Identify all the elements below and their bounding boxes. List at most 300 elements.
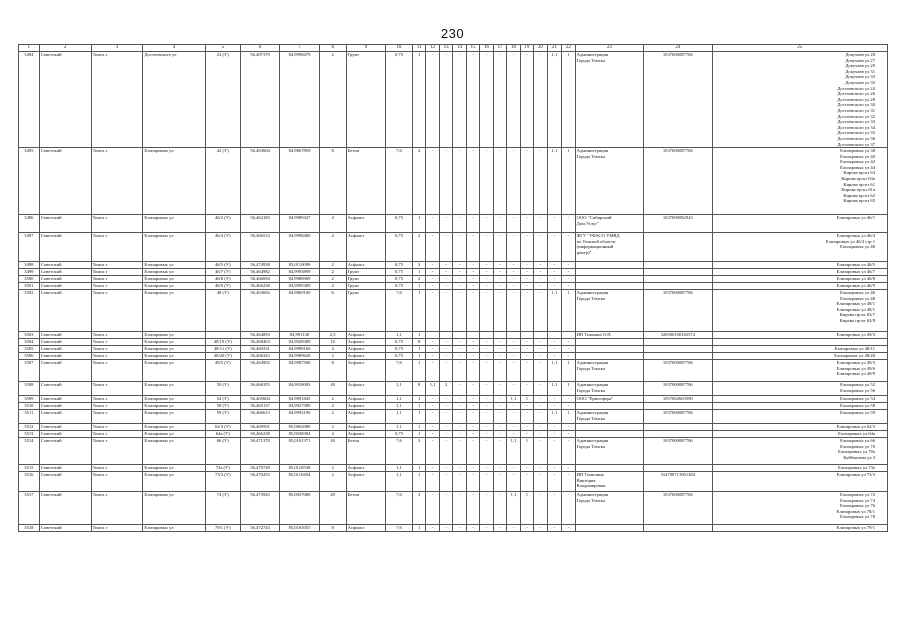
table-cell: - bbox=[480, 52, 493, 148]
table-cell: - bbox=[453, 283, 466, 290]
table-cell: - bbox=[507, 290, 520, 332]
table-cell: Администрация Города Томска bbox=[575, 382, 643, 396]
table-cell: - bbox=[493, 148, 506, 215]
table-row bbox=[19, 410, 888, 424]
table-cell: 1,1 bbox=[386, 382, 413, 396]
table-cell: - bbox=[562, 472, 575, 492]
table-cell: - bbox=[439, 424, 452, 431]
table-cell: 1037000087706 bbox=[644, 148, 712, 215]
table-cell: 56,471378 bbox=[240, 438, 279, 465]
table-cell bbox=[644, 525, 712, 532]
table-cell: 84,9993899 bbox=[280, 269, 319, 276]
table-cell: 56,464902 bbox=[240, 360, 279, 382]
table-cell: - bbox=[493, 492, 506, 525]
table-cell: - bbox=[439, 438, 452, 465]
table-cell: - bbox=[453, 492, 466, 525]
table-cell: Томск г bbox=[91, 525, 143, 532]
table-cell: 42 (У) bbox=[205, 148, 240, 215]
table-cell: 1,1 bbox=[386, 465, 413, 472]
table-cell: 4 bbox=[319, 233, 346, 262]
table-cell: Бетон bbox=[346, 148, 385, 215]
table-cell: 1,1 bbox=[426, 382, 439, 396]
column-number-25: 25 bbox=[712, 45, 887, 52]
table-cell: Томск г bbox=[91, 276, 143, 283]
table-cell: - bbox=[493, 382, 506, 396]
table-row bbox=[19, 269, 888, 276]
table-cell: 1037000087706 bbox=[644, 492, 712, 525]
table-cell: - bbox=[493, 339, 506, 346]
table-cell: Елизаровых ул 79/1 bbox=[712, 525, 887, 532]
table-cell: - bbox=[547, 465, 562, 472]
table-cell bbox=[644, 233, 712, 262]
table-cell: - bbox=[534, 382, 547, 396]
table-cell: Томск г bbox=[91, 424, 143, 431]
table-cell: Елизаровых ул bbox=[143, 353, 205, 360]
table-cell: - bbox=[562, 438, 575, 465]
table-cell: Советский bbox=[39, 148, 91, 215]
table-cell: - bbox=[453, 346, 466, 353]
table-cell: 56,463692 bbox=[240, 290, 279, 332]
table-cell: 1,1 bbox=[386, 332, 413, 339]
table-cell: - bbox=[493, 276, 506, 283]
table-cell: - bbox=[439, 233, 452, 262]
table-cell: Советский bbox=[39, 465, 91, 472]
column-number-12: 12 bbox=[426, 45, 439, 52]
table-cell: - bbox=[534, 492, 547, 525]
table-cell: 56,462183 bbox=[240, 215, 279, 233]
table-cell: 85,0110494 bbox=[280, 472, 319, 492]
table-cell: 1037000082923 bbox=[644, 215, 712, 233]
table-cell: 2 bbox=[319, 424, 346, 431]
table-cell: 0,75 bbox=[386, 431, 413, 438]
table-cell: 3518 bbox=[19, 525, 40, 532]
table-cell bbox=[439, 332, 452, 339]
table-cell: - bbox=[426, 353, 439, 360]
table-cell: - bbox=[520, 465, 533, 472]
table-cell: 0,75 bbox=[386, 283, 413, 290]
table-cell: 3501 bbox=[19, 283, 40, 290]
table-cell: 1 bbox=[412, 353, 425, 360]
table-cell: - bbox=[562, 431, 575, 438]
table-cell: - bbox=[466, 438, 479, 465]
table-row bbox=[19, 346, 888, 353]
table-cell: Елизаровых ул 66 Елизаровых ул 70 Елизаровых ул 70а Куйбышева ул 3 bbox=[712, 438, 887, 465]
table-cell: 73а (У) bbox=[205, 465, 240, 472]
table-cell: - bbox=[480, 403, 493, 410]
table-cell: 1 bbox=[412, 525, 425, 532]
table-cell: - bbox=[426, 233, 439, 262]
table-cell: Елизаровых ул bbox=[143, 472, 205, 492]
table-cell: - bbox=[547, 262, 562, 269]
table-cell: - bbox=[534, 283, 547, 290]
table-row bbox=[19, 290, 888, 332]
table-cell: Томск г bbox=[91, 332, 143, 339]
table-cell: 3506 bbox=[19, 353, 40, 360]
table-cell: - bbox=[466, 283, 479, 290]
table-cell: - bbox=[493, 353, 506, 360]
table-cell: - bbox=[426, 492, 439, 525]
table-cell: Асфальт bbox=[346, 332, 385, 339]
table-cell: 1,1 bbox=[386, 403, 413, 410]
table-cell: 4 bbox=[319, 431, 346, 438]
table-cell: - bbox=[493, 438, 506, 465]
table-cell: 3 bbox=[412, 492, 425, 525]
table-cell: - bbox=[453, 438, 466, 465]
table-cell: 2 bbox=[319, 465, 346, 472]
table-cell: - bbox=[507, 403, 520, 410]
table-cell: - bbox=[534, 465, 547, 472]
table-cell: 48/11 (У) bbox=[205, 346, 240, 353]
table-cell: Елизаровых ул bbox=[143, 360, 205, 382]
table-row bbox=[19, 492, 888, 525]
table-cell: 3495 bbox=[19, 148, 40, 215]
table-cell: - bbox=[453, 360, 466, 382]
table-cell: 3515 bbox=[19, 465, 40, 472]
table-cell: - bbox=[453, 465, 466, 472]
table-cell: - bbox=[493, 346, 506, 353]
table-row bbox=[19, 353, 888, 360]
table-cell: - bbox=[426, 472, 439, 492]
table-cell: - bbox=[453, 396, 466, 403]
table-cell: - bbox=[426, 525, 439, 532]
table-cell: - bbox=[466, 276, 479, 283]
table-cell: ИП Томилина Виктория Владимировна bbox=[575, 472, 643, 492]
table-cell: Грунт bbox=[346, 290, 385, 332]
table-cell: 3516 bbox=[19, 472, 40, 492]
table-cell: - bbox=[534, 353, 547, 360]
table-cell: - bbox=[453, 410, 466, 424]
table-cell: - bbox=[534, 410, 547, 424]
table-cell: - bbox=[534, 148, 547, 215]
table-cell bbox=[520, 332, 533, 339]
table-cell: Елизаровых ул 49/3 bbox=[712, 332, 887, 339]
table-cell: 84,9989437 bbox=[280, 215, 319, 233]
table-cell: 85,0038384 bbox=[280, 431, 319, 438]
table-cell bbox=[575, 283, 643, 290]
table-cell: 3510 bbox=[19, 403, 40, 410]
table-cell: Елизаровых ул 73/3 bbox=[712, 472, 887, 492]
table-cell: - bbox=[534, 233, 547, 262]
table-cell: 20 bbox=[319, 382, 346, 396]
table-cell: 3517 bbox=[19, 492, 40, 525]
table-cell: Елизаровых ул bbox=[143, 148, 205, 215]
table-cell: Асфальт bbox=[346, 233, 385, 262]
table-cell: - bbox=[439, 276, 452, 283]
table-cell: - bbox=[439, 290, 452, 332]
column-number-16: 16 bbox=[480, 45, 493, 52]
table-cell: Грунт bbox=[346, 52, 385, 148]
table-cell: - bbox=[534, 472, 547, 492]
table-cell bbox=[575, 339, 643, 346]
column-number-15: 15 bbox=[466, 45, 479, 52]
table-cell: - bbox=[562, 233, 575, 262]
table-cell bbox=[644, 431, 712, 438]
table-cell: - bbox=[453, 424, 466, 431]
table-cell: Елизаровых ул 52 Елизаровых ул 56 bbox=[712, 382, 887, 396]
table-cell: - bbox=[507, 360, 520, 382]
table-cell: - bbox=[453, 382, 466, 396]
table-header-row bbox=[19, 45, 888, 52]
table-cell: Елизаровых ул 38 Елизаровых ул 40 Елизаровых ул 42 Елизаровых ул 44 Кирова пр-кт 63 Кирова пр-кт 63а Кирова пр-кт 61 Кирова пр-кт 61а Кирова пр-кт 62 Кирова пр-кт 65 bbox=[712, 148, 887, 215]
table-cell: - bbox=[534, 52, 547, 148]
table-cell: - bbox=[480, 410, 493, 424]
table-cell: 1 bbox=[412, 403, 425, 410]
table-cell: Елизаровых ул bbox=[143, 382, 205, 396]
table-cell: 84,9998479 bbox=[280, 52, 319, 148]
table-cell: Советский bbox=[39, 424, 91, 431]
table-cell: Томск г bbox=[91, 269, 143, 276]
table-cell: - bbox=[426, 215, 439, 233]
table-row bbox=[19, 438, 888, 465]
table-cell: 56,470749 bbox=[240, 465, 279, 472]
table-cell: - bbox=[480, 438, 493, 465]
table-cell: - bbox=[547, 339, 562, 346]
table-cell: - bbox=[493, 290, 506, 332]
table-cell: - bbox=[507, 472, 520, 492]
table-cell: - bbox=[562, 492, 575, 525]
table-cell: Администрация Города Томска bbox=[575, 438, 643, 465]
table-cell: - bbox=[466, 472, 479, 492]
table-cell: Елизаровых ул bbox=[143, 465, 205, 472]
table-cell: - bbox=[562, 353, 575, 360]
table-cell: - bbox=[547, 233, 562, 262]
table-cell: - bbox=[520, 353, 533, 360]
table-cell: Томск г bbox=[91, 290, 143, 332]
table-cell: Бетон bbox=[346, 438, 385, 465]
table-cell: ООО "Ермосфера" bbox=[575, 396, 643, 403]
table-cell: Администрация Города Томска bbox=[575, 52, 643, 148]
registry-table bbox=[18, 44, 888, 532]
table-cell: Асфальт bbox=[346, 339, 385, 346]
table-cell: - bbox=[534, 438, 547, 465]
table-cell: 1 bbox=[562, 360, 575, 382]
table-cell: 56,465604 bbox=[240, 396, 279, 403]
table-cell: Советский bbox=[39, 215, 91, 233]
table-cell: 1 bbox=[412, 360, 425, 382]
table-cell: 3503 bbox=[19, 332, 40, 339]
table-cell: Томск г bbox=[91, 492, 143, 525]
table-cell: - bbox=[453, 215, 466, 233]
table-cell: 1 bbox=[562, 148, 575, 215]
table-cell: - bbox=[426, 424, 439, 431]
table-cell: 20 bbox=[319, 438, 346, 465]
table-cell: Елизаровых ул bbox=[143, 233, 205, 262]
column-number-18: 18 bbox=[507, 45, 520, 52]
table-cell: Грунт bbox=[346, 283, 385, 290]
table-cell: - bbox=[493, 410, 506, 424]
table-cell: - bbox=[547, 276, 562, 283]
table-cell: - bbox=[439, 472, 452, 492]
table-cell bbox=[712, 339, 887, 346]
table-cell: 56,460331 bbox=[240, 346, 279, 353]
table-cell bbox=[644, 465, 712, 472]
table-cell: 2 bbox=[412, 276, 425, 283]
table-cell: Томск г bbox=[91, 360, 143, 382]
table-cell: 1 bbox=[562, 52, 575, 148]
table-row bbox=[19, 396, 888, 403]
table-cell: 3513 bbox=[19, 431, 40, 438]
table-cell: - bbox=[520, 269, 533, 276]
table-cell: - bbox=[453, 339, 466, 346]
table-cell: Елизаровых ул 46/9 bbox=[712, 283, 887, 290]
table-cell: Томск г bbox=[91, 262, 143, 269]
table-cell: Томск г bbox=[91, 396, 143, 403]
table-cell: 314700713901384 bbox=[644, 472, 712, 492]
table-cell: - bbox=[426, 431, 439, 438]
table-cell: - bbox=[547, 403, 562, 410]
table-cell: 1 bbox=[412, 431, 425, 438]
table-cell: 3504 bbox=[19, 339, 40, 346]
table-cell: - bbox=[426, 346, 439, 353]
table-cell: Советский bbox=[39, 353, 91, 360]
table-cell: - bbox=[534, 346, 547, 353]
table-cell bbox=[575, 403, 643, 410]
table-cell: - bbox=[520, 233, 533, 262]
table-cell: 84,9989620 bbox=[280, 353, 319, 360]
table-cell: 74 (У) bbox=[205, 492, 240, 525]
table-cell: - bbox=[534, 290, 547, 332]
table-cell: Администрация Города Томска bbox=[575, 148, 643, 215]
table-cell: Советский bbox=[39, 276, 91, 283]
table-cell: 46/8 (У) bbox=[205, 276, 240, 283]
table-cell: 1,1 bbox=[386, 472, 413, 492]
table-row bbox=[19, 332, 888, 339]
table-cell: 2 bbox=[412, 148, 425, 215]
table-cell: ИП Тимкина О.П. bbox=[575, 332, 643, 339]
table-cell: - bbox=[547, 396, 562, 403]
table-cell: 4 bbox=[319, 403, 346, 410]
table-cell: - bbox=[507, 148, 520, 215]
table-cell: - bbox=[480, 148, 493, 215]
table-cell: - bbox=[493, 52, 506, 148]
table-cell: Елизаровых ул bbox=[143, 403, 205, 410]
table-cell: - bbox=[493, 465, 506, 472]
table-row bbox=[19, 465, 888, 472]
table-cell: Елизаровых ул bbox=[143, 215, 205, 233]
table-cell bbox=[466, 332, 479, 339]
table-cell bbox=[547, 332, 562, 339]
table-cell: - bbox=[453, 403, 466, 410]
table-cell: 3512 bbox=[19, 424, 40, 431]
table-cell: 48 (У) bbox=[205, 290, 240, 332]
table-cell: 2,5 bbox=[319, 332, 346, 339]
table-cell: 84,9987506 bbox=[280, 360, 319, 382]
table-cell bbox=[534, 332, 547, 339]
table-cell: 56,469501 bbox=[240, 424, 279, 431]
column-number-5: 5 bbox=[205, 45, 240, 52]
table-cell: - bbox=[520, 339, 533, 346]
table-cell: - bbox=[493, 360, 506, 382]
table-cell: 1037000087706 bbox=[644, 410, 712, 424]
table-cell: 46/4 (У) bbox=[205, 233, 240, 262]
table-cell: 1,1 bbox=[547, 382, 562, 396]
table-cell: 56,472743 bbox=[240, 525, 279, 532]
table-cell bbox=[507, 332, 520, 339]
table-cell: - bbox=[466, 346, 479, 353]
table-cell: Грунт bbox=[346, 276, 385, 283]
table-cell: - bbox=[426, 269, 439, 276]
table-cell: 48/20 (У) bbox=[205, 353, 240, 360]
table-cell: - bbox=[520, 403, 533, 410]
table-cell: - bbox=[562, 525, 575, 532]
table-cell: - bbox=[520, 52, 533, 148]
table-cell: - bbox=[534, 262, 547, 269]
table-cell: Советский bbox=[39, 283, 91, 290]
table-cell: 85,0037080 bbox=[280, 492, 319, 525]
table-cell: 1 bbox=[412, 465, 425, 472]
table-cell: - bbox=[439, 525, 452, 532]
table-cell: - bbox=[480, 290, 493, 332]
table-row bbox=[19, 424, 888, 431]
table-cell: - bbox=[507, 262, 520, 269]
table-cell: 1 bbox=[520, 492, 533, 525]
table-cell: - bbox=[480, 396, 493, 403]
table-cell: - bbox=[507, 215, 520, 233]
table-cell: 3511 bbox=[19, 410, 40, 424]
table-cell: - bbox=[426, 148, 439, 215]
table-cell: - bbox=[480, 431, 493, 438]
table-cell: 1037000087706 bbox=[644, 360, 712, 382]
column-number-13: 13 bbox=[439, 45, 452, 52]
table-cell: - bbox=[507, 424, 520, 431]
table-cell: 4 bbox=[319, 215, 346, 233]
table-cell: - bbox=[520, 346, 533, 353]
table-row bbox=[19, 382, 888, 396]
table-cell: 85,0101371 bbox=[280, 438, 319, 465]
table-cell bbox=[480, 332, 493, 339]
table-cell: 56,474938 bbox=[240, 262, 279, 269]
column-number-19: 19 bbox=[520, 45, 533, 52]
table-cell: - bbox=[493, 424, 506, 431]
table-cell: 1037000087706 bbox=[644, 52, 712, 148]
table-cell: - bbox=[507, 465, 520, 472]
table-cell: - bbox=[439, 431, 452, 438]
table-cell: 84,9992190 bbox=[280, 410, 319, 424]
table-cell: - bbox=[439, 269, 452, 276]
table-cell: 1,1 bbox=[547, 290, 562, 332]
table-cell: Елизаровых ул bbox=[143, 525, 205, 532]
table-cell: - bbox=[480, 262, 493, 269]
table-cell: - bbox=[520, 360, 533, 382]
table-cell: Елизаровых ул 72 Елизаровых ул 74 Елизаровых ул 76 Елизаровых ул 78/1 Елизаровых ул 78 bbox=[712, 492, 887, 525]
column-number-10: 10 bbox=[386, 45, 413, 52]
column-number-14: 14 bbox=[453, 45, 466, 52]
table-cell: - bbox=[466, 465, 479, 472]
table-cell: Томск г bbox=[91, 52, 143, 148]
table-cell: ФГУ "УФАСО УМВД по Томской области (информационный центр)" bbox=[575, 233, 643, 262]
table-cell: - bbox=[466, 424, 479, 431]
table-cell: 46/7 (У) bbox=[205, 269, 240, 276]
table-cell: 85,0110099 bbox=[280, 262, 319, 269]
table-cell: 6 bbox=[319, 290, 346, 332]
table-cell: 85,0118539 bbox=[280, 465, 319, 472]
table-row bbox=[19, 472, 888, 492]
table-cell: Томск г bbox=[91, 283, 143, 290]
column-number-7: 7 bbox=[280, 45, 319, 52]
table-cell bbox=[453, 332, 466, 339]
table-cell: 1,1 bbox=[386, 424, 413, 431]
table-cell: - bbox=[507, 52, 520, 148]
table-cell: 2 bbox=[412, 262, 425, 269]
table-cell: Елизаровых ул 46 Елизаровых ул 48 Елизаровых ул 48/1 Елизаровых ул 48/1 Кирова пр-кт 63/7 Кирова пр-кт 63/8 bbox=[712, 290, 887, 332]
table-cell: Елизаровых ул 48/20 bbox=[712, 353, 887, 360]
table-cell: Администрация Города Томска bbox=[575, 492, 643, 525]
table-cell: - bbox=[507, 339, 520, 346]
table-cell: Советский bbox=[39, 438, 91, 465]
table-cell: - bbox=[547, 525, 562, 532]
table-cell: - bbox=[426, 465, 439, 472]
table-cell: 1 bbox=[562, 290, 575, 332]
